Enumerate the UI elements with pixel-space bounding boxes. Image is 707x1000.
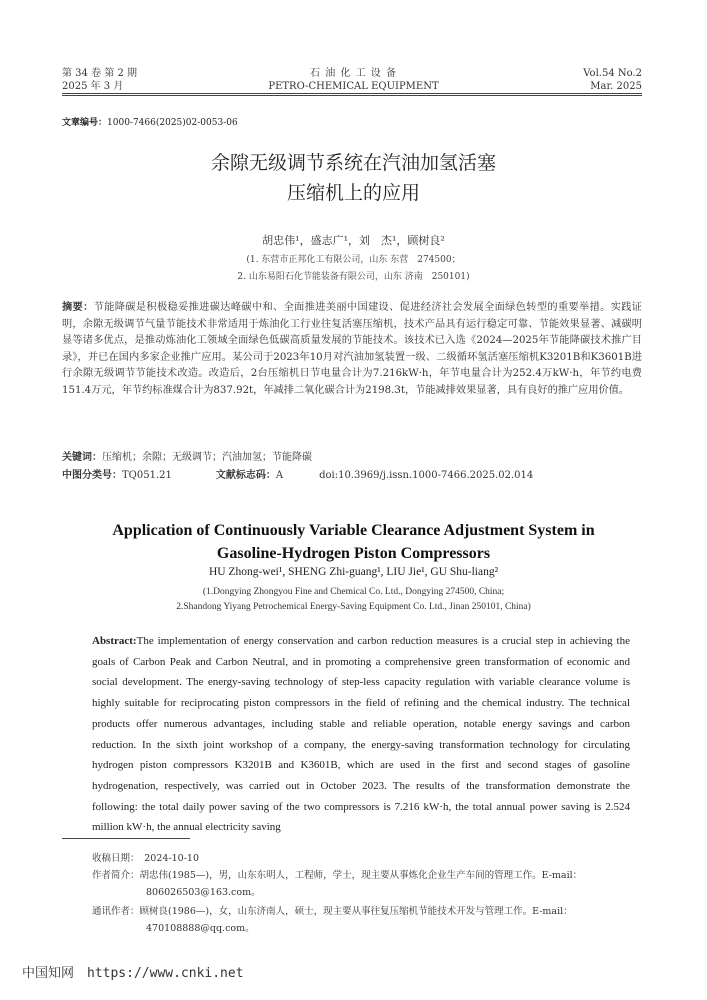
authors-zh: 胡忠伟¹，盛志广¹，刘 杰¹，顾树良² — [262, 234, 445, 247]
clc-value: TQ051.21 — [122, 470, 172, 481]
header-journal-zh: 石 油 化 工 设 备 — [310, 68, 397, 79]
abstract-en — [92, 631, 630, 834]
article-number — [62, 117, 238, 129]
title-zh-line2: 压缩机上的应用 — [286, 182, 420, 204]
title-en-line1: Application of Continuously Variable Clearance Adjustment System in — [112, 522, 595, 539]
header-date-zh: 2025 年 3 月 — [62, 81, 124, 92]
abstract-en-label: Abstract: — [92, 635, 137, 647]
affiliation-en-1: (1.Dongying Zhongyou Fine and Chemical Co. Ltd., Dongying 274500, China; — [202, 587, 505, 597]
abstract-zh-label: 摘要： — [62, 302, 94, 313]
classification-line — [62, 469, 662, 483]
article-number-value: 1000-7466(2025)02-0053-06 — [107, 118, 238, 128]
keywords-zh-label: 关键词： — [62, 452, 102, 463]
title-en-line2: Gasoline-Hydrogen Piston Compressors — [216, 545, 491, 562]
doc-code-label: 文献标志码： — [215, 470, 276, 481]
abstract-zh — [62, 300, 642, 448]
cnki-watermark[interactable]: 中国知网 https://www.cnki.net — [22, 966, 244, 981]
title-zh-line1: 余隙无级调节系统在汽油加氢活塞 — [210, 152, 496, 174]
abstract-en-text: The implementation of energy conservation and carbon reduction measures is a crucial step in achieving the goals of Carbon Peak and Carbon Neutral, and in promoting a comprehensive green transformation of economic and social development. The energy-saving technology of step-less capacity regulation with variable clearance volume is highly suitable for reciprocating piston compressors in the field of refining and the chemical industry. The technical products offer numerous advantages, including stable and reliable operation, notable energy savings and carbon reduction. In the sixth joint workshop of a company, the energy-saving transformation technology for circulating hydrogen piston compressors K3201B and K3601B, which are used in the first and second stages of gasoline hydrogenation, respectively, was carried out in October 2023. The results of the transformation demonstrate the following: the total daily power saving of the two compressors is 7.216 kW·h, the total annual power saving is 2.524 million kW·h, the annual electricity saving — [92, 635, 630, 834]
affiliation-zh-2: 2. 山东易阳石化节能装备有限公司，山东 济南 250101) — [237, 272, 470, 282]
header-volume-en: Vol.54 No.2 — [583, 68, 642, 79]
abstract-zh-text: 节能降碳是积极稳妥推进碳达峰碳中和、全面推进美丽中国建设、促进经济社会发展全面绿色转型的重要举措。实践证明，余隙无级调节气量节能技术非常适用于炼油化工行业往复活塞压缩机，技术产品具有运行稳定可靠、节能效果显著、减碳明显等诸多优点，是推动炼油化工领域全面绿色低碳高质量发展的节能技术。该技术已入选《2024—2025年节能降碳技术推广目录》，并已在国内多家企业推广应用。某公司于2023年10月对汽油加氢装置一级、二级循环氢活塞压缩机K3201B和K3601B进行余隙无级调节节能技术改造。改造后，2台压缩机日节电量合计为7.216kW·h，年节电量合计为252.4万kW·h，年节约电费151.4万元，年节约标准煤合计为837.92t，年减排二氧化碳合计为2198.3t，节能减排效果显著，具有良好的推广应用价值。 — [62, 302, 642, 396]
affiliation-en-2: 2.Shandong Yiyang Petrochemical Energy-Saving Equipment Co. Ltd., Jinan 250101, China) — [176, 602, 531, 612]
authors-en: HU Zhong-wei¹, SHENG Zhi-guang¹, LIU Jie¹, GU Shu-liang² — [208, 566, 499, 578]
clc-label: 中图分类号： — [62, 470, 122, 481]
header-volume-zh: 第 34 卷 第 2 期 — [62, 68, 137, 79]
header-date-en: Mar. 2025 — [590, 81, 642, 92]
footnote-corresponding: 通讯作者：顾树良(1986—)，女，山东济南人，硕士，现主要从事往复压缩机节能技术开发与管理工作。E-mail： — [92, 906, 573, 917]
keywords-zh-text: 压缩机；余隙；无级调节；汽油加氢；节能降碳 — [102, 452, 312, 463]
header-journal-en: PETRO-CHEMICAL EQUIPMENT — [268, 81, 439, 92]
keywords-zh — [62, 451, 312, 465]
footnote-author-bio: 作者简介：胡忠伟(1985—)，男，山东东明人，工程师，学士，现主要从事炼化企业生产车间的管理工作。E-mail： — [92, 870, 583, 881]
footnote-corresponding-email[interactable]: 470108888@qq.com。 — [146, 923, 255, 934]
doc-code-value: A — [275, 470, 284, 481]
header-rule — [62, 93, 642, 94]
affiliation-zh-1: (1. 东营市正邦化工有限公司，山东 东营 274500； — [246, 255, 461, 265]
footnote-received: 收稿日期： 2024-10-10 — [92, 853, 200, 864]
footnote-author-email[interactable]: 806026503@163.com。 — [146, 887, 261, 898]
header-rule-double — [62, 95, 642, 96]
footnote-rule — [62, 838, 190, 839]
article-number-label: 文章编号： — [62, 118, 108, 128]
doi: doi:10.3969/j.issn.1000-7466.2025.02.014 — [319, 470, 534, 481]
